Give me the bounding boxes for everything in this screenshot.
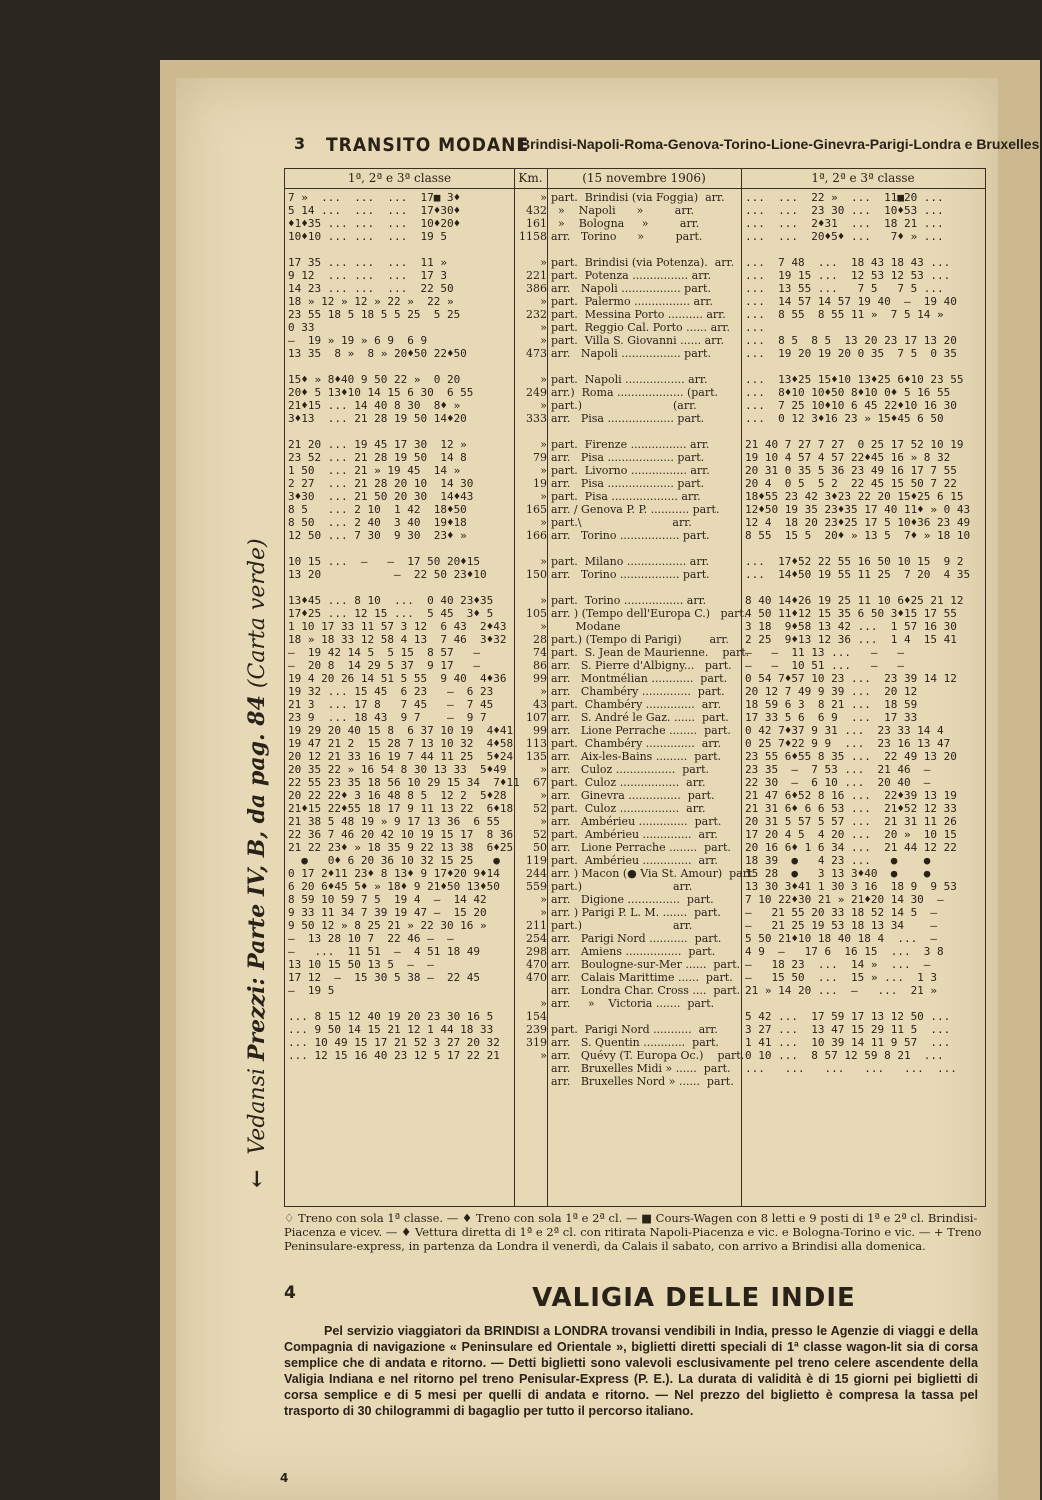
km-value: 298: [526, 945, 547, 958]
station-row: arr. Boulogne-sur-Mer ...... part.: [551, 958, 741, 971]
time-row: 8 50 ... 2 40 3 40 19♦18: [288, 516, 467, 529]
station-row: arr. Culoz ................. part.: [551, 763, 709, 776]
time-row: 17 12 — 15 30 5 38 — 22 45: [288, 971, 481, 984]
time-row: — 19 42 14 5 5 15 8 57 —: [288, 646, 481, 659]
km-value: [517, 243, 547, 256]
km-value: 254: [526, 932, 547, 945]
station-row: arr. Pisa ................... part.: [551, 451, 705, 464]
time-row: 12♦50 19 35 23♦35 17 40 11♦ » 0 43: [745, 503, 971, 516]
right-arrival-times: [745, 191, 983, 1075]
station-row: arr. Pisa ................... part.: [551, 477, 705, 490]
time-row: 15 28 ● 3 13 3♦40 ● ●: [745, 867, 931, 880]
time-row: 21 » 14 20 ... — ... 21 »: [745, 984, 938, 997]
divider: [547, 169, 548, 1206]
station-row: arr. Lione Perrache ........ part.: [551, 841, 731, 854]
timetable-page: [176, 78, 1040, 1500]
time-row: 19 29 20 40 15 8 6 37 10 19 4♦41: [288, 724, 514, 737]
km-value: [517, 425, 547, 438]
time-row: 21 22 23♦ » 18 35 9 22 13 38 6♦25: [288, 841, 514, 854]
time-row: 19 32 ... 15 45 6 23 — 6 23: [288, 685, 494, 698]
km-value: »: [540, 256, 547, 269]
page-number: 3: [294, 134, 306, 153]
time-row: [288, 997, 512, 1010]
page-header: [294, 134, 1040, 160]
time-row: 5 14 ... ... ... 17♦30♦: [288, 204, 461, 217]
km-value: 107: [526, 711, 547, 724]
km-value: »: [540, 1049, 547, 1062]
time-row: 0 42 7♦37 9 31 ... 23 33 14 4: [745, 724, 944, 737]
time-row: 21♦15 22♦55 18 17 9 11 13 22 6♦18: [288, 802, 514, 815]
km-value: »: [540, 516, 547, 529]
time-row: ... 14♦50 19 55 11 25 7 20 4 35: [745, 568, 971, 581]
time-row: ... ... 2♦31 ... 18 21 ...: [745, 217, 944, 230]
section-body: Pel servizio viaggiatori da BRINDISI a LONDRA trovansi vendibili in India, presso le Agenzie di viaggi e della Compagnia di navigazione « Peninsulare ed Orientale », biglietti diretti speciali di 1ª classe wagon-lit sia di corsa semplice che di andata e ritorno. — Detti biglietti sono valevoli esclusivamente pel treno celere ascendente della Valigia Indiana e nel ritorno pel treno Penisular-Express (P. E.). La durata di validità è di 15 giorni pei biglietti di corsa semplice e di 5 mesi per quelli di andata e ritorno. — Nel prezzo del biglietto è compresa la tassa pel trasporto di 30 chilogrammi di bagaglio per tutto il percorso italiano.: [284, 1324, 978, 1418]
time-row: 13 35 8 » 8 » 20♦50 22♦50: [288, 347, 467, 360]
time-row: ... 8 5 8 5 13 20 23 17 13 20: [745, 334, 957, 347]
time-row: 15♦ » 8♦40 9 50 22 » 0 20: [288, 373, 461, 386]
time-row: ... ... 22 » ... 11■20 ...: [745, 191, 944, 204]
time-row: — 13 28 10 7 22 46 — —: [288, 932, 454, 945]
station-row: part.) (Tempo di Parigi) arr.: [551, 633, 729, 646]
time-row: 22 30 — 6 10 ... 20 40 —: [745, 776, 931, 789]
station-row: arr. S. Quentin ............ part.: [551, 1036, 719, 1049]
time-row: [288, 360, 512, 373]
time-row: 3 18 9♦58 13 42 ... 1 57 16 30: [745, 620, 957, 633]
time-row: 3♦13 ... 21 28 19 50 14♦20: [288, 412, 467, 425]
time-row: 23 52 ... 21 28 19 50 14 8: [288, 451, 467, 464]
km-value: »: [540, 295, 547, 308]
station-row: part.\ arr.: [551, 516, 692, 529]
arrow-left-icon: ←: [244, 1169, 270, 1188]
station-row: arr. Montmélian ............ part.: [551, 672, 728, 685]
station-row: part. Reggio Cal. Porto ...... arr.: [551, 321, 730, 334]
left-departure-times: [288, 191, 520, 1062]
time-row: 0 25 7♦22 9 9 ... 23 16 13 47: [745, 737, 951, 750]
time-row: 13 10 15 50 13 5 — —: [288, 958, 434, 971]
time-row: 17 35 ... ... ... 11 »: [288, 256, 447, 269]
km-value: 105: [526, 607, 547, 620]
time-row: ... 19 20 19 20 0 35 7 5 0 35: [745, 347, 957, 360]
station-row: arr. Ambérieu .............. part.: [551, 815, 722, 828]
station-row: arr. Pisa ................... part.: [551, 412, 705, 425]
time-row: [745, 581, 983, 594]
km-value: 119: [526, 854, 547, 867]
station-row: arr. ) (Tempo dell'Europa C.) part.: [551, 607, 748, 620]
time-row: 9 12 ... ... ... 17 3: [288, 269, 447, 282]
time-row: ... 13♦25 15♦10 13♦25 6♦10 23 55: [745, 373, 964, 386]
time-row: 20 31 0 35 5 36 23 49 16 17 7 55: [745, 464, 957, 477]
station-row: arr.) Roma ................... (part.: [551, 386, 719, 399]
km-value: 67: [533, 776, 547, 789]
km-value: 470: [526, 958, 547, 971]
time-row: 23 55 18 5 18 5 5 25 5 25: [288, 308, 461, 321]
time-row: 8 40 14♦26 19 25 11 10 6♦25 21 12: [745, 594, 964, 607]
time-row: 19 10 4 57 4 57 22♦45 16 » 8 32: [745, 451, 951, 464]
bottom-page-number: 4: [280, 1471, 289, 1485]
km-column: [517, 191, 547, 1062]
time-row: — ... 11 51 — 4 51 18 49: [288, 945, 481, 958]
time-row: 21 31 6♦ 6 6 53 ... 21♦52 12 33: [745, 802, 957, 815]
station-row: arr. Bruxelles Nord » ...... part.: [551, 1075, 734, 1088]
km-value: 19: [533, 477, 547, 490]
time-row: 14 23 ... ... ... 22 50: [288, 282, 454, 295]
km-value: [517, 984, 547, 997]
station-row: part. S. Jean de Maurienne. part.: [551, 646, 750, 659]
left-class-header: 1ª, 2ª e 3ª classe: [347, 171, 452, 185]
station-row: arr. Torino ................. part.: [551, 568, 710, 581]
station-row: arr. / Genova P. P. ........... part.: [551, 503, 720, 516]
km-value: »: [540, 893, 547, 906]
time-row: 22 55 23 35 18 56 10 29 15 34 7♦11: [288, 776, 520, 789]
time-row: [745, 360, 983, 373]
station-row: part. Firenze ................ arr.: [551, 438, 710, 451]
time-row: 22 36 7 46 20 42 10 19 15 17 8 36: [288, 828, 514, 841]
time-row: 21 40 7 27 7 27 0 25 17 52 10 19: [745, 438, 964, 451]
time-row: — 21 55 20 33 18 52 14 5 —: [745, 906, 938, 919]
km-value: »: [540, 815, 547, 828]
km-value: »: [540, 464, 547, 477]
km-value: 135: [526, 750, 547, 763]
time-row: ... 8 15 12 40 19 20 23 30 16 5: [288, 1010, 494, 1023]
station-row: arr. Quévy (T. Europa Oc.) part.: [551, 1049, 745, 1062]
time-row: 20 12 21 33 16 19 7 44 11 25 5♦24: [288, 750, 514, 763]
km-value: 43: [533, 698, 547, 711]
km-value: »: [540, 321, 547, 334]
station-row: part. Brindisi (via Foggia) arr.: [551, 191, 725, 204]
station-row: [551, 243, 739, 256]
km-value: »: [540, 763, 547, 776]
km-value: 165: [526, 503, 547, 516]
km-value: [517, 542, 547, 555]
km-value: »: [540, 685, 547, 698]
time-row: 23 35 — 7 53 ... 21 46 —: [745, 763, 931, 776]
station-row: part. Livorno ................ arr.: [551, 464, 710, 477]
km-value: 221: [526, 269, 547, 282]
time-row: 0 10 ... 8 57 12 59 8 21 ...: [745, 1049, 944, 1062]
time-row: 4 9 — 17 6 16 15 ... 3 8: [745, 945, 944, 958]
km-value: 99: [533, 672, 547, 685]
station-row: part. Culoz ................. arr.: [551, 776, 706, 789]
side-note-prices: Prezzi: Parte IV, B, da pag. 84: [244, 695, 270, 1061]
km-value: »: [540, 594, 547, 607]
km-value: »: [540, 438, 547, 451]
station-row: [551, 542, 739, 555]
station-row: [551, 581, 739, 594]
km-header: Km.: [518, 171, 543, 185]
station-row: part. Pisa ................... arr.: [551, 490, 701, 503]
section-title: VALIGIA DELLE INDIE: [532, 1283, 856, 1313]
km-value: 239: [526, 1023, 547, 1036]
time-row: — 18 23 ... 14 » ... —: [745, 958, 931, 971]
time-row: 20 12 7 49 9 39 ... 20 12: [745, 685, 918, 698]
km-value: 1158: [519, 230, 547, 243]
time-row: ... 9 50 14 15 21 12 1 44 18 33: [288, 1023, 494, 1036]
time-row: 13♦45 ... 8 10 ... 0 40 23♦35: [288, 594, 494, 607]
km-value: 211: [526, 919, 547, 932]
km-value: 161: [526, 217, 547, 230]
time-row: 21 3 ... 17 8 7 45 — 7 45: [288, 698, 494, 711]
time-row: 9 33 11 34 7 39 19 47 — 15 20: [288, 906, 487, 919]
km-value: [517, 581, 547, 594]
time-row: [288, 581, 512, 594]
time-row: 10♦10 ... ... ... 19 5: [288, 230, 447, 243]
km-value: 166: [526, 529, 547, 542]
time-row: 21 47 6♦52 8 16 ... 22♦39 13 19: [745, 789, 957, 802]
station-row: » Napoli » arr.: [551, 204, 695, 217]
time-row: 7 10 22♦30 21 » 21♦20 14 30 —: [745, 893, 944, 906]
km-value: 232: [526, 308, 547, 321]
km-value: 333: [526, 412, 547, 425]
km-value: 50: [533, 841, 547, 854]
time-row: 13 30 3♦41 1 30 3 16 18 9 9 53: [745, 880, 957, 893]
km-value: 86: [533, 659, 547, 672]
side-price-note: [244, 428, 280, 1188]
km-value: 244: [526, 867, 547, 880]
station-row: arr. S. Pierre d'Albigny... part.: [551, 659, 732, 672]
symbol-legend: ♢ Treno con sola 1ª classe. — ♦ Treno con sola 1ª e 2ª cl. — ■ Cours-Wagen con 8 letti e 9 posti di 1ª e 2ª cl. Brindisi-Piacenza e vicev. — ♦ Vettura diretta di 1ª e 2ª cl. con ritirata Napoli-Piacenza e vic. e Bologna-Torino e vic. — + Treno Peninsulare-express, in partenza da Londra il venerdì, da Calais il sabato, con arrivo a Brindisi alla domenica.: [284, 1211, 982, 1253]
time-row: 23 9 ... 18 43 9 7 — 9 7: [288, 711, 487, 724]
km-value: 28: [533, 633, 547, 646]
time-row: 2 27 ... 21 28 20 10 14 30: [288, 477, 474, 490]
divider: [514, 169, 515, 1206]
time-row: [745, 997, 983, 1010]
station-row: arr. Amiens ................ part.: [551, 945, 716, 958]
station-row: arr. Torino » part.: [551, 230, 703, 243]
station-row: arr. Digione ............... part.: [551, 893, 714, 906]
side-note-prefix: Vedansi: [245, 1067, 270, 1155]
km-value: 79: [533, 451, 547, 464]
time-row: ... 8♦10 10♦50 8♦10 0♦ 5 16 55: [745, 386, 951, 399]
station-row: part. Messina Porto .......... arr.: [551, 308, 726, 321]
station-row: arr. Aix-les-Bains ......... part.: [551, 750, 722, 763]
km-value: 559: [526, 880, 547, 893]
station-row: part. Parigi Nord ........... arr.: [551, 1023, 718, 1036]
time-row: [745, 425, 983, 438]
station-row: arr. Londra Char. Cross .... part.: [551, 984, 741, 997]
time-row: 17♦25 ... 12 15 ... 5 45 3♦ 5: [288, 607, 494, 620]
time-row: 9 50 12 » 8 25 21 » 22 30 16 »: [288, 919, 487, 932]
time-row: 3♦30 ... 21 50 20 30 14♦43: [288, 490, 474, 503]
time-row: — — 11 13 ... — —: [745, 646, 904, 659]
time-row: ... 8 55 8 55 11 » 7 5 14 »: [745, 308, 944, 321]
right-class-header: 1ª, 2ª e 3ª classe: [811, 171, 915, 185]
time-row: 18 » 12 » 12 » 22 » 22 »: [288, 295, 454, 308]
time-row: ... 14 57 14 57 19 40 — 19 40: [745, 295, 957, 308]
km-value: »: [540, 191, 547, 204]
station-row: arr. » Victoria ....... part.: [551, 997, 715, 1010]
station-row: part. Culoz ................. arr.: [551, 802, 706, 815]
time-row: ... 12 15 16 40 23 12 5 17 22 21: [288, 1049, 500, 1062]
section-number: 4: [284, 1283, 296, 1303]
station-row: arr. Lione Perrache ........ part.: [551, 724, 731, 737]
time-row: 8 5 ... 2 10 1 42 18♦50: [288, 503, 467, 516]
time-row: 8 59 10 59 7 5 19 4 — 14 42: [288, 893, 487, 906]
km-value: 52: [533, 828, 547, 841]
station-row: part.) arr.: [551, 919, 693, 932]
header-rule: [285, 188, 985, 189]
station-row: part. Potenza ................ arr.: [551, 269, 712, 282]
time-row: ... ... 20♦5♦ ... 7♦ » ...: [745, 230, 944, 243]
time-row: [745, 243, 983, 256]
station-row: part. Brindisi (via Potenza). arr.: [551, 256, 735, 269]
time-row: 17 33 5 6 6 9 ... 17 33: [745, 711, 918, 724]
time-row: ... 7 25 10♦10 6 45 22♦10 16 30: [745, 399, 957, 412]
time-row: ● 0♦ 6 20 36 10 32 15 25 ●: [288, 854, 500, 867]
time-row: [288, 542, 512, 555]
time-row: 21 38 5 48 19 » 9 17 13 36 6 55: [288, 815, 500, 828]
station-row: arr. S. André le Gaz. ...... part.: [551, 711, 729, 724]
km-value: [517, 360, 547, 373]
time-row: ... 10 49 15 17 21 52 3 27 20 32: [288, 1036, 500, 1049]
station-row: arr. ) Macon (● Via St. Amour) part.: [551, 867, 756, 880]
km-value: »: [540, 906, 547, 919]
km-value: »: [540, 490, 547, 503]
station-row: [551, 425, 739, 438]
station-row: part.) (arr.: [551, 399, 697, 412]
time-row: 4 50 11♦12 15 35 6 50 3♦15 17 55: [745, 607, 957, 620]
time-row: ♦1♦35 ... ... ... 10♦20♦: [288, 217, 461, 230]
station-row: part. Chambéry .............. arr.: [551, 698, 722, 711]
time-row: 10 15 ... — — 17 50 20♦15: [288, 555, 481, 568]
time-row: ... ... 23 30 ... 10♦53 ...: [745, 204, 944, 217]
time-row: — 19 » 19 » 6 9 6 9: [288, 334, 428, 347]
time-row: 19 47 21 2 15 28 7 13 10 32 4♦58: [288, 737, 514, 750]
station-row: » Bologna » arr.: [551, 217, 700, 230]
station-row: part.) arr.: [551, 880, 693, 893]
km-value: »: [540, 789, 547, 802]
time-row: — 21 25 19 53 18 13 34 —: [745, 919, 938, 932]
time-row: [288, 243, 512, 256]
km-value: »: [540, 334, 547, 347]
km-value: 154: [526, 1010, 547, 1023]
time-row: 20♦ 5 13♦10 14 15 6 30 6 55: [288, 386, 474, 399]
km-value: »: [540, 997, 547, 1010]
station-row: arr. Bruxelles Midi » ...... part.: [551, 1062, 731, 1075]
station-row: Modane: [551, 620, 621, 633]
time-row: 5 42 ... 17 59 17 13 12 50 ...: [745, 1010, 951, 1023]
time-row: — 19 5: [288, 984, 335, 997]
time-row: — 20 8 14 29 5 37 9 17 —: [288, 659, 481, 672]
time-row: 0 54 7♦57 10 23 ... 23 39 14 12: [745, 672, 957, 685]
km-value: »: [540, 555, 547, 568]
station-row: [551, 1010, 739, 1023]
time-row: 21 20 ... 19 45 17 30 12 »: [288, 438, 467, 451]
timetable-grid: [284, 168, 986, 1207]
time-row: 19 4 20 26 14 51 5 55 9 40 4♦36: [288, 672, 507, 685]
station-row: part. Villa S. Giovanni ...... arr.: [551, 334, 724, 347]
km-value: 319: [526, 1036, 547, 1049]
km-value: »: [540, 620, 547, 633]
time-row: 3 27 ... 13 47 15 29 11 5 ...: [745, 1023, 951, 1036]
time-row: 5 50 21♦10 18 40 18 4 ... —: [745, 932, 938, 945]
station-row: part. Palermo ................ arr.: [551, 295, 713, 308]
time-row: 18 59 6 3 8 21 ... 18 59: [745, 698, 918, 711]
time-row: 23 55 6♦55 8 35 ... 22 49 13 20: [745, 750, 957, 763]
km-value: 74: [533, 646, 547, 659]
station-row: arr. Chambéry .............. part.: [551, 685, 725, 698]
time-row: 0 17 2♦11 23♦ 8 13♦ 9 17♦20 9♦14: [288, 867, 500, 880]
time-row: ... ... ... ... ... ...: [745, 1062, 957, 1075]
time-row: — — 10 51 ... — —: [745, 659, 904, 672]
station-row: part. Napoli ................. arr.: [551, 373, 708, 386]
time-row: 1 50 ... 21 » 19 45 14 »: [288, 464, 461, 477]
time-row: 17 20 4 5 4 20 ... 20 » 10 15: [745, 828, 957, 841]
time-row: ... 13 55 ... 7 5 7 5 ...: [745, 282, 944, 295]
time-row: 18 » 18 33 12 58 4 13 7 46 3♦32: [288, 633, 507, 646]
station-row: part. Ambérieu .............. arr.: [551, 828, 718, 841]
time-row: 13 20 — 22 50 23♦10: [288, 568, 487, 581]
km-value: 473: [526, 347, 547, 360]
route-subtitle: Brindisi-Napoli-Roma-Genova-Torino-Lione-Ginevra-Parigi-Londra e Bruxelles: [520, 136, 1040, 152]
time-row: 1 10 17 33 11 57 3 12 6 43 2♦43: [288, 620, 507, 633]
time-row: 6 20 6♦45 5♦ » 18♦ 9 21♦50 13♦50: [288, 880, 500, 893]
time-row: 12 4 18 20 23♦25 17 5 10♦36 23 49: [745, 516, 971, 529]
station-row: arr. Parigi Nord ........... part.: [551, 932, 722, 945]
time-row: 7 » ... ... ... 17■ 3♦: [288, 191, 461, 204]
station-row: [551, 360, 739, 373]
station-row: arr. Ginevra ............... part.: [551, 789, 715, 802]
station-row: arr. Napoli ................. part.: [551, 347, 711, 360]
station-row: arr. Torino ................. part.: [551, 529, 710, 542]
time-row: [745, 542, 983, 555]
time-row: ...: [745, 321, 765, 334]
km-value: 113: [526, 737, 547, 750]
time-row: 0 33: [288, 321, 315, 334]
time-row: 20 16 6♦ 1 6 34 ... 21 44 12 22: [745, 841, 957, 854]
km-value: »: [540, 399, 547, 412]
station-row: arr. Calais Marittime ...... part.: [551, 971, 733, 984]
time-row: 18♦55 23 42 3♦23 22 20 15♦25 6 15: [745, 490, 964, 503]
page-title: TRANSITO MODANE: [326, 134, 530, 156]
station-row: part. Ambérieu .............. arr.: [551, 854, 718, 867]
time-row: 21♦15 ... 14 40 8 30 8♦ »: [288, 399, 461, 412]
station-row: part. Torino ................. arr.: [551, 594, 707, 607]
time-row: 18 39 ● 4 23 ... ● ●: [745, 854, 931, 867]
km-value: 249: [526, 386, 547, 399]
time-row: 20 22 22♦ 3 16 48 8 5 12 2 5♦28: [288, 789, 507, 802]
time-row: ... 17♦52 22 55 16 50 10 15 9 2: [745, 555, 964, 568]
station-row: arr. ) Parigi P. L. M. ....... part.: [551, 906, 721, 919]
time-row: 1 41 ... 10 39 14 11 9 57 ...: [745, 1036, 951, 1049]
time-row: ... 0 12 3♦16 23 » 15♦45 6 50: [745, 412, 944, 425]
time-row: 12 50 ... 7 30 9 30 23♦ »: [288, 529, 467, 542]
side-note-suffix: (Carta verde): [245, 538, 270, 689]
km-value: 150: [526, 568, 547, 581]
time-row: [288, 425, 512, 438]
km-value: »: [540, 373, 547, 386]
time-row: — 15 50 ... 15 » ... 1 3: [745, 971, 938, 984]
time-row: ... 19 15 ... 12 53 12 53 ...: [745, 269, 951, 282]
time-row: 20 31 5 57 5 57 ... 21 31 11 26: [745, 815, 957, 828]
station-row: part. Chambéry .............. arr.: [551, 737, 722, 750]
km-value: 470: [526, 971, 547, 984]
km-value: 432: [526, 204, 547, 217]
station-row: arr. Napoli ................. part.: [551, 282, 711, 295]
km-value: 52: [533, 802, 547, 815]
time-row: 8 55 15 5 20♦ » 13 5 7♦ » 18 10: [745, 529, 971, 542]
km-value: 99: [533, 724, 547, 737]
date-header: (15 novembre 1906): [582, 171, 706, 185]
station-row: part. Milano ................. arr.: [551, 555, 710, 568]
station-column: [551, 191, 756, 1088]
time-row: 2 25 9♦13 12 36 ... 1 4 15 41: [745, 633, 957, 646]
time-row: ... 7 48 ... 18 43 18 43 ...: [745, 256, 951, 269]
km-value: 386: [526, 282, 547, 295]
time-row: 20 35 22 » 16 54 8 30 13 33 5♦49: [288, 763, 507, 776]
time-row: 20 4 0 5 5 2 22 45 15 50 7 22: [745, 477, 957, 490]
